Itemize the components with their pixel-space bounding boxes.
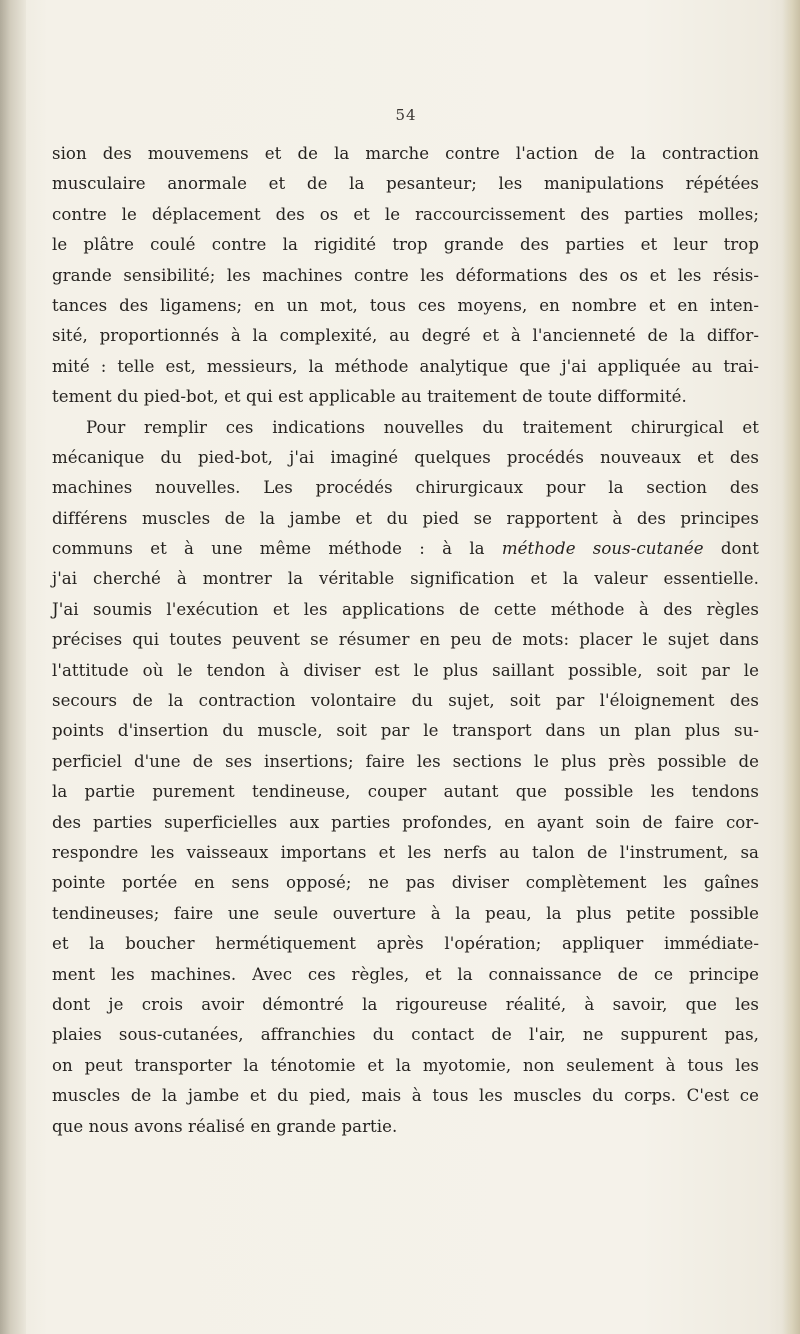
text-line — [52, 1020, 759, 1050]
text-run: sion des mouvemens et de la marche contre l'action de la contraction — [52, 144, 759, 163]
text-line — [52, 230, 759, 260]
text-run: dont — [703, 539, 759, 559]
book-gutter-shadow — [0, 0, 26, 1334]
text-line — [52, 352, 759, 382]
text-run: mité : telle est, messieurs, la méthode analytique que j'ai appliquée au trai- — [52, 356, 759, 376]
text-line — [52, 656, 759, 686]
text-run: des parties superficielles aux parties profondes, en ayant soin de faire cor- — [52, 812, 759, 832]
text-line — [52, 504, 759, 534]
page-edge — [782, 0, 800, 1334]
page-number: 54 — [395, 106, 417, 124]
text-line — [52, 1112, 759, 1142]
text-run: J'ai soumis l'exécution et les applications de cette méthode à des règles — [52, 599, 759, 619]
text-run: grande sensibilité; les machines contre les déformations des os et les résis- — [52, 265, 759, 285]
italic-text: méthode sous-cutanée — [501, 539, 704, 559]
text-line — [52, 686, 759, 716]
text-run: que nous avons réalisé en grande partie. — [52, 1116, 398, 1136]
text-line — [52, 808, 759, 838]
text-run: et la boucher hermétiquement après l'opération; appliquer immédiate- — [52, 934, 759, 954]
text-line — [52, 929, 759, 959]
text-line — [52, 595, 759, 625]
text-run: dont je crois avoir démontré la rigoureuse réalité, à savoir, que les — [52, 994, 759, 1014]
text-run: précises qui toutes peuvent se résumer en peu de mots: placer le sujet dans — [52, 630, 759, 650]
text-run: plaies sous-cutanées, affranchies du contact de l'air, ne suppurent pas, — [52, 1025, 759, 1045]
text-line — [52, 291, 759, 321]
text-run: tances des ligamens; en un mot, tous ces moyens, en nombre et en inten- — [52, 295, 759, 315]
text-line — [52, 321, 759, 351]
text-run: contre le déplacement des os et le raccourcissement des parties molles; — [52, 204, 759, 224]
text-run: tement du pied-bot, et qui est applicable au traitement de toute difformité. — [52, 387, 687, 407]
text-line — [52, 382, 759, 412]
text-run: perficiel d'une de ses insertions; faire les sections le plus près possible de — [52, 751, 759, 771]
text-run: respondre les vaisseaux importans et les nerfs au talon de l'instrument, sa — [52, 842, 759, 862]
text-run: muscles de la jambe et du pied, mais à tous les muscles du corps. C'est ce — [52, 1086, 759, 1106]
text-run: points d'insertion du muscle, soit par le transport dans un plan plus su- — [52, 721, 759, 741]
text-line — [52, 716, 759, 746]
text-line — [52, 261, 759, 291]
text-line — [52, 625, 759, 655]
text-line — [52, 564, 759, 594]
text-line — [52, 960, 759, 990]
text-line — [52, 1051, 759, 1081]
text-line — [52, 169, 759, 199]
text-run: différens muscles de la jambe et du pied se rapportent à des principes — [52, 508, 759, 528]
text-line — [52, 139, 759, 169]
text-run: mécanique du pied-bot, j'ai imaginé quelques procédés nouveaux et des — [52, 447, 759, 467]
text-run: l'attitude où le tendon à diviser est le plus saillant possible, soit par le — [52, 660, 759, 680]
text-run: Pour remplir ces indications nouvelles du traitement chirurgical et — [86, 417, 759, 437]
text-run: machines nouvelles. Les procédés chirurgicaux pour la section des — [52, 478, 759, 498]
text-run: on peut transporter la ténotomie et la myotomie, non seulement à tous les — [52, 1055, 759, 1075]
text-line — [52, 990, 759, 1020]
text-line — [52, 777, 759, 807]
text-line — [52, 1081, 759, 1111]
text-run: musculaire anormale et de la pesanteur; les manipulations répétées — [52, 174, 759, 194]
text-run: j'ai cherché à montrer la véritable signification et la valeur essentielle. — [52, 569, 759, 589]
text-run: pointe portée en sens opposé; ne pas diviser complètement les gaînes — [52, 873, 759, 893]
text-line — [52, 200, 759, 230]
text-line — [52, 473, 759, 503]
text-run: sité, proportionnés à la complexité, au degré et à l'ancienneté de la diffor- — [52, 326, 759, 346]
body-text — [52, 139, 759, 1142]
text-run: communs et à une même méthode : à la — [52, 539, 502, 559]
text-line — [52, 868, 759, 898]
text-line — [52, 747, 759, 777]
text-line — [52, 838, 759, 868]
text-run: ment les machines. Avec ces règles, et la connaissance de ce principe — [52, 964, 759, 984]
text-line — [52, 413, 759, 443]
text-run: le plâtre coulé contre la rigidité trop grande des parties et leur trop — [52, 235, 759, 255]
text-run: secours de la contraction volontaire du sujet, soit par l'éloignement des — [52, 691, 759, 711]
text-run: tendineuses; faire une seule ouverture à la peau, la plus petite possible — [52, 903, 759, 923]
text-run: la partie purement tendineuse, couper autant que possible les tendons — [52, 782, 759, 802]
text-line — [52, 899, 759, 929]
text-line — [52, 534, 759, 564]
text-line — [52, 443, 759, 473]
